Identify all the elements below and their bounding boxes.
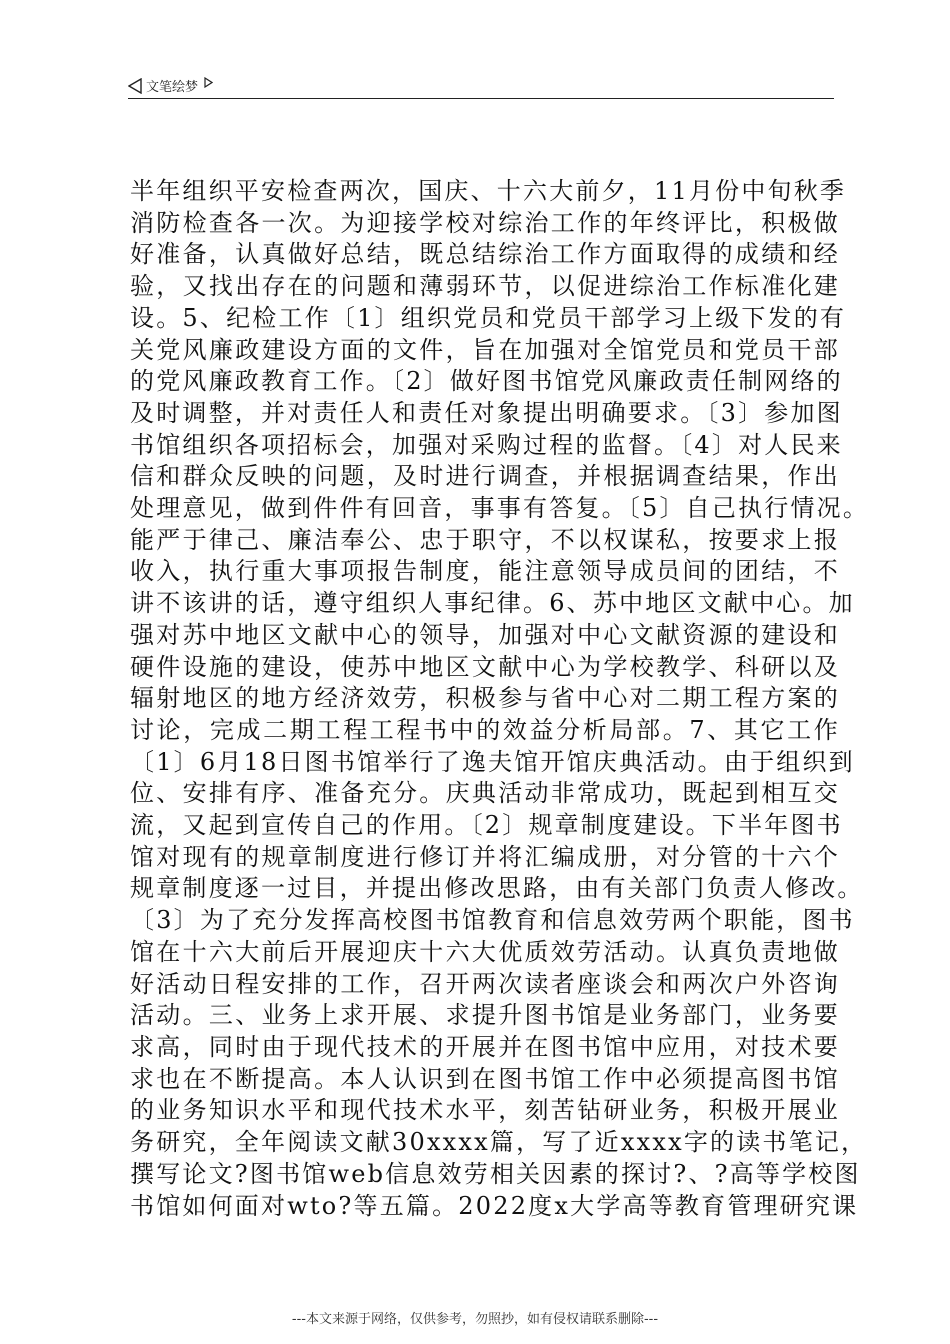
body-line: 的党风廉政教育工作。〔2〕做好图书馆党风廉政责任制网络的 [130, 367, 843, 396]
body-line: 馆在十六大前后开展迎庆十六大优质效劳活动。认真负责地做 [130, 937, 840, 966]
triangle-left-icon [128, 78, 142, 94]
body-line: 撰写论文?图书馆web信息效劳相关因素的探讨?、?高等学校图 [130, 1159, 861, 1188]
body-line: 及时调整，并对责任人和责任对象提出明确要求。〔3〕参加图 [130, 398, 843, 427]
body-line: 馆对现有的规章制度进行修订并将汇编成册，对分管的十六个 [130, 842, 840, 871]
document-body [130, 176, 870, 1222]
body-line: 消防检查各一次。为迎接学校对综治工作的年终评比，积极做 [130, 208, 840, 237]
body-line: 收入，执行重大事项报告制度，能注意领导成员间的团结，不 [130, 557, 840, 586]
body-line: 求也在不断提高。本人认识到在图书馆工作中必须提高图书馆 [130, 1064, 840, 1093]
body-line: 活动。三、业务上求开展、求提升图书馆是业务部门，业务要 [130, 1001, 840, 1030]
body-line: 关党风廉政建设方面的文件，旨在加强对全馆党员和党员干部 [130, 335, 840, 364]
body-line: 〔3〕为了充分发挥高校图书馆教育和信息效劳两个职能，图书 [130, 906, 855, 935]
body-line: 书馆如何面对wto?等五篇。2022度x大学高等教育管理研究课 [130, 1191, 859, 1220]
body-line: 强对苏中地区文献中心的领导，加强对中心文献资源的建设和 [130, 620, 840, 649]
body-line: 设。5、纪检工作〔1〕组织党员和党员干部学习上级下发的有 [130, 303, 847, 332]
body-line: 求高，同时由于现代技术的开展并在图书馆中应用，对技术要 [130, 1032, 840, 1061]
body-line: 规章制度逐一过目，并提出修改思路，由有关部门负责人修改。 [130, 874, 864, 903]
body-line: 流，又起到宣传自己的作用。〔2〕规章制度建设。下半年图书 [130, 811, 843, 840]
page-header [128, 74, 834, 99]
body-line: 讲不该讲的话，遵守组织人事纪律。6、苏中地区文献中心。加 [130, 589, 855, 618]
body-line: 能严于律己、廉洁奉公、忠于职守，不以权谋私，按要求上报 [130, 525, 840, 554]
body-line: 硬件设施的建设，使苏中地区文献中心为学校教学、科研以及 [130, 652, 840, 681]
body-line: 〔1〕6月18日图书馆举行了逸夫馆开馆庆典活动。由于组织到 [130, 747, 855, 776]
body-line: 好准备，认真做好总结，既总结综治工作方面取得的成绩和经 [130, 240, 840, 269]
body-line: 信和群众反映的问题，及时进行调查，并根据调查结果，作出 [130, 462, 840, 491]
body-line: 务研究，全年阅读文献30xxxx篇，写了近xxxx字的读书笔记， [130, 1128, 868, 1157]
body-line: 书馆组织各项招标会，加强对采购过程的监督。〔4〕对人民来 [130, 430, 843, 459]
body-line: 辐射地区的地方经济效劳，积极参与省中心对二期工程方案的 [130, 684, 840, 713]
body-line: 讨论，完成二期工程工程书中的效益分析局部。7、其它工作 [130, 715, 840, 744]
body-line: 位、安排有序、准备充分。庆典活动非常成功，既起到相互交 [130, 779, 840, 808]
footer-notice: ---本文来源于网络，仅供参考，勿照抄，如有侵权请联系删除--- [291, 1312, 659, 1327]
brand-logo [128, 76, 213, 95]
body-line: 处理意见，做到件件有回音，事事有答复。〔5〕自己执行情况。 [130, 494, 870, 523]
body-line: 验，又找出存在的问题和薄弱环节，以促进综治工作标准化建 [130, 272, 840, 301]
triangle-right-icon [204, 77, 213, 88]
body-line: 好活动日程安排的工作，召开两次读者座谈会和两次户外咨询 [130, 969, 840, 998]
body-line: 的业务知识水平和现代技术水平，刻苦钻研业务，积极开展业 [130, 1096, 840, 1125]
brand-name: 文笔绘梦 [146, 80, 199, 95]
body-line: 半年组织平安检查两次，国庆、十六大前夕，11月份中旬秋季 [130, 177, 847, 205]
